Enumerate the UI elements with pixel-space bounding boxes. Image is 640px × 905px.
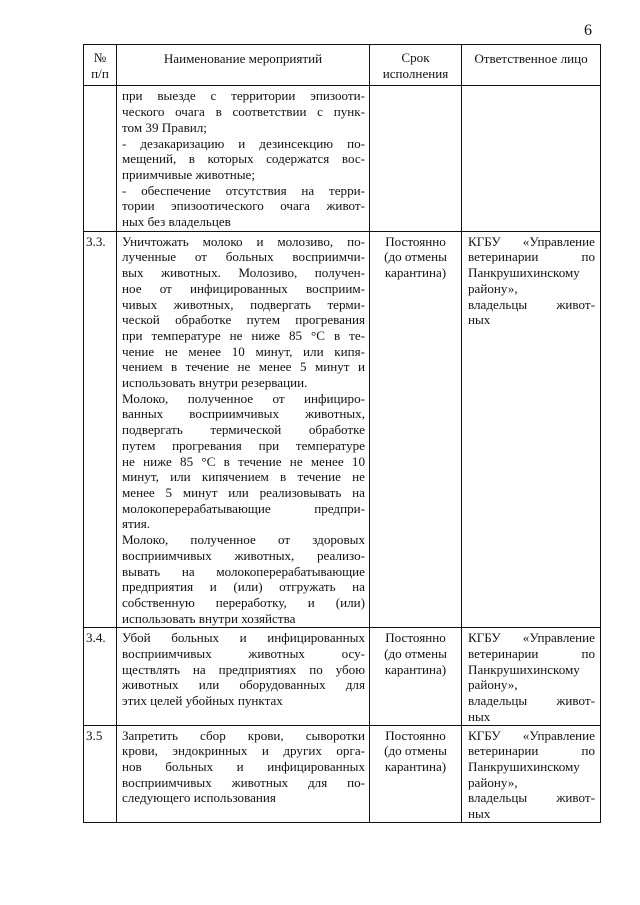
term-text-line: карантина) — [384, 265, 447, 281]
action-text-line: при температуре не ниже 85 °С в те- — [122, 327, 365, 343]
action-text-line: ное от инфицированных восприим- — [122, 280, 365, 296]
header-responsible — [462, 45, 601, 86]
header-action — [117, 45, 370, 86]
responsible-text-line: ных — [468, 806, 491, 822]
table-row — [84, 231, 601, 628]
action-text-line: восприимчивых животных, реализо- — [122, 547, 365, 563]
header-number-symbol: № — [93, 50, 107, 65]
action-text-line: ществлять на предприятиях по убою — [122, 661, 365, 677]
responsible-text-line: владельцы живот- — [468, 693, 595, 709]
responsible-text-line: КГБУ «Управление — [468, 630, 595, 646]
action-text-line: крови, эндокринных и других орга- — [122, 743, 365, 759]
action-paragraph — [122, 728, 365, 807]
cell-term — [370, 231, 462, 628]
action-paragraph — [122, 234, 365, 391]
action-text-line: Запретить сбор крови, сыворотки — [122, 727, 365, 743]
action-text-line: ных без владельцев — [122, 214, 231, 230]
action-text-line: Молоко, полученное от инфициро- — [122, 390, 365, 406]
action-text-line: собственную переработку, и (или) — [122, 594, 365, 610]
action-text-line: восприимчивых животных для по- — [122, 774, 365, 790]
table-header-row — [84, 45, 601, 86]
cell-number — [84, 86, 117, 231]
responsible-text-line: Панкрушихинскому — [468, 661, 580, 677]
action-text-line: нов больных и инфицированных — [122, 758, 365, 774]
responsible-text-line: ных — [468, 708, 491, 724]
row-number: 3.5 — [86, 727, 103, 743]
continuation-action-text — [117, 86, 369, 230]
cell-action — [117, 86, 370, 231]
header-term — [370, 45, 462, 86]
action-text-line: ванных восприимчивых животных, — [122, 406, 365, 422]
action-text-line: тории эпизоотического очага живот- — [122, 198, 365, 214]
action-text-line: ческого очага в соответствии с пунк- — [122, 104, 365, 120]
action-text-line: подвергать термической обработке — [122, 422, 365, 438]
responsible-text-line: владельцы живот- — [468, 296, 595, 312]
cell-responsible — [462, 231, 601, 628]
action-text-line: Уничтожать молоко и молозиво, по- — [122, 233, 365, 249]
term-text-line: (до отмены — [384, 646, 447, 662]
responsible-text-line: району», — [468, 280, 518, 296]
cell-number — [84, 231, 117, 628]
term-text-line: (до отмены — [384, 249, 447, 265]
term-text-line: карантина) — [384, 661, 447, 677]
action-text-line: не ниже 85 °С в течение не менее 10 — [122, 453, 365, 469]
responsible-text-line: району», — [468, 774, 518, 790]
action-text-line: менее 5 минут или реализовывать на — [122, 484, 365, 500]
cell-action — [117, 628, 370, 725]
action-text-line: использовать внутри хозяйства — [122, 610, 296, 626]
action-text-line: вых животных. Молозиво, получен- — [122, 265, 365, 281]
action-text-line: Молоко, полученное от здоровых — [122, 532, 365, 548]
action-text-line: предприятия и (или) отгружать на — [122, 579, 365, 595]
header-number-abbr: п/п — [91, 65, 109, 81]
action-text-line: минут, или кипячением в течение не — [122, 469, 365, 485]
cell-number — [84, 628, 117, 725]
term-text-line: карантина) — [384, 758, 447, 774]
action-text-line: чение не менее 10 минут, или кипя- — [122, 343, 365, 359]
page-number: 6 — [584, 22, 592, 39]
responsible-text-line: Панкрушихинскому — [468, 758, 580, 774]
responsible-text-line: КГБУ «Управление — [468, 727, 595, 743]
action-text-line: приимчивые животные; — [122, 166, 256, 182]
action-text-line: вывать на молокоперерабатывающие — [122, 563, 365, 579]
responsible-text-line: КГБУ «Управление — [468, 233, 595, 249]
cell-term — [370, 628, 462, 725]
action-text-line: восприимчивых животных осу- — [122, 646, 365, 662]
action-text-line: мещений, в которых содержатся вос- — [122, 151, 365, 167]
action-text-line: чением в течение не менее 5 минут и — [122, 359, 365, 375]
responsible-text-line: Панкрушихинскому — [468, 265, 580, 281]
measures-table — [83, 44, 601, 823]
term-text-line: Постоянно — [385, 233, 446, 249]
cell-term — [370, 725, 462, 822]
action-text-line: путем прогревания при температуре — [122, 437, 365, 453]
responsible-text-line: ветеринарии по — [468, 646, 595, 662]
action-text-line: - дезакаризацию и дезинсекцию по- — [122, 135, 365, 151]
action-text-line: чивых животных, подвергать терми- — [122, 296, 365, 312]
cell-action — [117, 725, 370, 822]
responsible-text-line: ных — [468, 312, 491, 328]
action-paragraph — [122, 532, 365, 626]
action-text-line: Убой больных и инфицированных — [122, 630, 365, 646]
responsible-text-line: ветеринарии по — [468, 743, 595, 759]
action-text-line: ятия. — [122, 516, 151, 532]
header-responsible-label: Ответственное лицо — [474, 51, 588, 66]
cell-term — [370, 86, 462, 231]
responsible-text-line: владельцы живот- — [468, 790, 595, 806]
cell-responsible — [462, 628, 601, 725]
action-text-line: этих целей убойных пунктах — [122, 693, 283, 709]
cell-number — [84, 725, 117, 822]
cell-action — [117, 231, 370, 628]
header-term-line1: Срок — [401, 50, 430, 65]
action-text-line: ческой обработке путем прогревания — [122, 312, 365, 328]
responsible-text-line: району», — [468, 677, 518, 693]
cell-responsible — [462, 86, 601, 231]
table-row-continuation — [84, 86, 601, 231]
table-row — [84, 628, 601, 725]
header-term-line2: исполнения — [382, 65, 449, 81]
action-text-line: животных или оборудованных для — [122, 677, 365, 693]
action-text-line: при выезде с территории эпизооти- — [122, 88, 365, 104]
header-action-label: Наименование мероприятий — [163, 51, 323, 66]
table-row — [84, 725, 601, 822]
action-paragraph — [122, 630, 365, 709]
action-text-line: - обеспечение отсутствия на терри- — [122, 182, 365, 198]
term-text-line: (до отмены — [384, 743, 447, 759]
term-text-line: Постоянно — [385, 630, 446, 646]
row-number: 3.4. — [86, 630, 106, 646]
responsible-text-line: ветеринарии по — [468, 249, 595, 265]
row-number: 3.3. — [86, 233, 106, 249]
cell-responsible — [462, 725, 601, 822]
action-text-line: использовать внутри резервации. — [122, 375, 308, 391]
action-text-line: молокоперерабатывающие предпри- — [122, 500, 365, 516]
action-paragraph — [122, 391, 365, 532]
action-text-line: том 39 Правил; — [122, 119, 207, 135]
term-text-line: Постоянно — [385, 727, 446, 743]
header-number — [84, 45, 117, 86]
action-text-line: лученные от больных восприимчи- — [122, 249, 365, 265]
action-text-line: следующего использования — [122, 790, 276, 806]
